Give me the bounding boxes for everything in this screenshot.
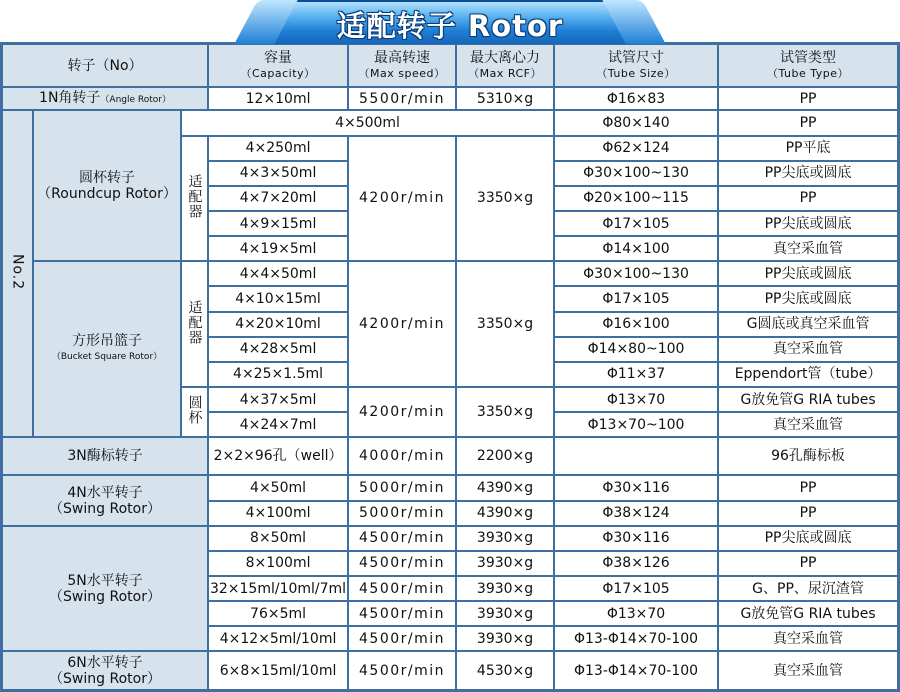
adapter-label: 适配器: [181, 261, 208, 387]
capacity-cell: 76×5ml: [208, 601, 348, 626]
capacity-cell: 4×100ml: [208, 501, 348, 526]
rcf-cell: 3930×g: [456, 601, 554, 626]
tube-type-cell: G、PP、尿沉渣管: [718, 576, 898, 601]
tube-size-cell: Φ17×105: [554, 576, 718, 601]
tube-size-cell: [554, 437, 718, 475]
capacity-cell: 2×2×96孔（well）: [208, 437, 348, 475]
tube-type-cell: PP: [718, 475, 898, 500]
speed-cell: 4500r/min: [348, 576, 456, 601]
header-tube-type: 试管类型 （Tube Type）: [718, 44, 898, 87]
speed-cell: 4200r/min: [348, 387, 456, 437]
tube-size-cell: Φ62×124: [554, 136, 718, 161]
tube-type-cell: PP尖底或圆底: [718, 526, 898, 551]
speed-cell: 4200r/min: [348, 261, 456, 387]
table-row: [2, 475, 898, 500]
tube-size-cell: Φ13×70: [554, 601, 718, 626]
tube-size-cell: Φ30×116: [554, 475, 718, 500]
rotor-name: 5N水平转子 （Swing Rotor）: [2, 526, 208, 652]
capacity-cell: 4×12×5ml/10ml: [208, 626, 348, 651]
header-rcf: 最大离心力 （Max RCF）: [456, 44, 554, 87]
tube-type-cell: PP平底: [718, 136, 898, 161]
speed-cell: 5500r/min: [348, 87, 456, 110]
header-tube-size: 试管尺寸 （Tube Size）: [554, 44, 718, 87]
tube-size-cell: Φ80×140: [554, 110, 718, 135]
tube-type-cell: 真空采血管: [718, 412, 898, 437]
capacity-cell: 4×28×5ml: [208, 337, 348, 362]
capacity-cell: 32×15ml/10ml/7ml: [208, 576, 348, 601]
capacity-cell: 4×4×50ml: [208, 261, 348, 286]
table-row: [2, 651, 898, 690]
rotor-spec-table: [2, 44, 898, 690]
tube-size-cell: Φ14×100: [554, 236, 718, 261]
rotor-name: 6N水平转子 （Swing Rotor）: [2, 651, 208, 690]
speed-cell: 5000r/min: [348, 475, 456, 500]
tube-size-cell: Φ30×100~130: [554, 161, 718, 186]
tube-type-cell: PP: [718, 110, 898, 135]
tube-size-cell: Φ30×100~130: [554, 261, 718, 286]
speed-cell: 4500r/min: [348, 626, 456, 651]
tube-type-cell: PP: [718, 186, 898, 211]
rotor-group-no2: No.2: [2, 110, 33, 437]
speed-cell: 5000r/min: [348, 501, 456, 526]
tube-type-cell: 真空采血管: [718, 626, 898, 651]
rcf-cell: 3930×g: [456, 526, 554, 551]
tube-type-cell: 真空采血管: [718, 651, 898, 690]
table-row: [2, 110, 898, 135]
table-row: [2, 87, 898, 110]
speed-cell: 4200r/min: [348, 136, 456, 262]
rcf-cell: 4390×g: [456, 475, 554, 500]
tube-size-cell: Φ13-Φ14×70-100: [554, 626, 718, 651]
speed-cell: 4500r/min: [348, 551, 456, 576]
rotor-name: 4N水平转子 （Swing Rotor）: [2, 475, 208, 525]
speed-cell: 4000r/min: [348, 437, 456, 475]
tube-size-cell: Φ30×116: [554, 526, 718, 551]
rcf-cell: 4530×g: [456, 651, 554, 690]
speed-cell: 4500r/min: [348, 526, 456, 551]
tube-size-cell: Φ20×100~115: [554, 186, 718, 211]
tube-type-cell: 真空采血管: [718, 236, 898, 261]
tube-type-cell: 96孔酶标板: [718, 437, 898, 475]
tube-size-cell: Φ16×83: [554, 87, 718, 110]
capacity-cell: 4×50ml: [208, 475, 348, 500]
tube-type-cell: Eppendort管（tube）: [718, 362, 898, 387]
rcf-cell: 5310×g: [456, 87, 554, 110]
rcf-cell: 3930×g: [456, 626, 554, 651]
tube-type-cell: PP: [718, 501, 898, 526]
header-rotor: 转子（No）: [2, 44, 208, 87]
table-row: [2, 437, 898, 475]
rcf-cell: 4390×g: [456, 501, 554, 526]
tube-size-cell: Φ13×70~100: [554, 412, 718, 437]
rcf-cell: 3930×g: [456, 551, 554, 576]
speed-cell: 4500r/min: [348, 651, 456, 690]
capacity-cell: 12×10ml: [208, 87, 348, 110]
capacity-cell: 4×250ml: [208, 136, 348, 161]
rotor-name: 方形吊篮子 （Bucket Square Rotor）: [33, 261, 181, 437]
capacity-cell: 4×3×50ml: [208, 161, 348, 186]
tube-type-cell: PP: [718, 87, 898, 110]
rotor-name: 3N酶标转子: [2, 437, 208, 475]
adapter-label: 适配器: [181, 136, 208, 262]
tube-type-cell: G圆底或真空采血管: [718, 312, 898, 337]
tube-size-cell: Φ16×100: [554, 312, 718, 337]
rcf-cell: 2200×g: [456, 437, 554, 475]
header-row: [2, 44, 898, 87]
capacity-cell: 4×24×7ml: [208, 412, 348, 437]
tube-size-cell: Φ13-Φ14×70-100: [554, 651, 718, 690]
capacity-cell: 6×8×15ml/10ml: [208, 651, 348, 690]
rcf-cell: 3350×g: [456, 387, 554, 437]
header-speed: 最高转速 （Max speed）: [348, 44, 456, 87]
rotor-name: 圆杯转子 （Roundcup Rotor）: [33, 110, 181, 261]
capacity-cell: 8×100ml: [208, 551, 348, 576]
tube-type-cell: 真空采血管: [718, 337, 898, 362]
tube-size-cell: Φ13×70: [554, 387, 718, 412]
tube-type-cell: PP: [718, 551, 898, 576]
table-row: [2, 526, 898, 551]
cup-label: 圆杯: [181, 387, 208, 437]
capacity-cell: 8×50ml: [208, 526, 348, 551]
rcf-cell: 3350×g: [456, 261, 554, 387]
rcf-cell: 3350×g: [456, 136, 554, 262]
rotor-name: 1N角转子（Angle Rotor）: [2, 87, 208, 110]
capacity-cell: 4×20×10ml: [208, 312, 348, 337]
tube-size-cell: Φ17×105: [554, 286, 718, 311]
capacity-cell: 4×500ml: [181, 110, 554, 135]
tube-size-cell: Φ14×80~100: [554, 337, 718, 362]
tube-type-cell: PP尖底或圆底: [718, 286, 898, 311]
tube-type-cell: PP尖底或圆底: [718, 211, 898, 236]
tube-size-cell: Φ38×124: [554, 501, 718, 526]
capacity-cell: 4×37×5ml: [208, 387, 348, 412]
tube-type-cell: G放免管G RIA tubes: [718, 601, 898, 626]
capacity-cell: 4×7×20ml: [208, 186, 348, 211]
speed-cell: 4500r/min: [348, 601, 456, 626]
tube-type-cell: G放免管G RIA tubes: [718, 387, 898, 412]
tube-size-cell: Φ38×126: [554, 551, 718, 576]
tube-type-cell: PP尖底或圆底: [718, 261, 898, 286]
tube-size-cell: Φ17×105: [554, 211, 718, 236]
capacity-cell: 4×25×1.5ml: [208, 362, 348, 387]
capacity-cell: 4×9×15ml: [208, 211, 348, 236]
tube-type-cell: PP尖底或圆底: [718, 161, 898, 186]
header-capacity: 容量 （Capacity）: [208, 44, 348, 87]
capacity-cell: 4×19×5ml: [208, 236, 348, 261]
tube-size-cell: Φ11×37: [554, 362, 718, 387]
page-title: 适配转子 Rotor: [336, 9, 564, 43]
capacity-cell: 4×10×15ml: [208, 286, 348, 311]
rcf-cell: 3930×g: [456, 576, 554, 601]
table-row: [2, 261, 898, 286]
title-banner: [270, 0, 630, 44]
